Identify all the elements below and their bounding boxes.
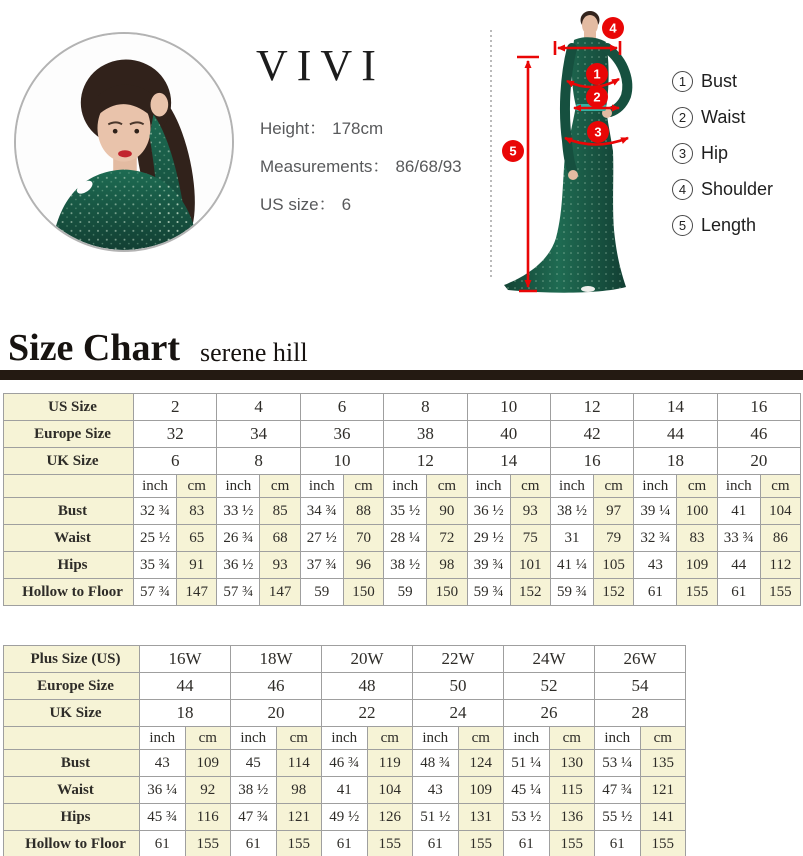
measurement-cell: 115: [549, 777, 595, 804]
divider-bar: [0, 370, 803, 380]
measurement-cell: 93: [260, 552, 300, 579]
size-cell: 2: [134, 394, 217, 421]
legend-num-4-icon: 4: [672, 179, 693, 200]
unit-cell: cm: [276, 727, 322, 750]
measurement-cell: 136: [549, 804, 595, 831]
measurement-cell: 86: [760, 525, 800, 552]
size-cell: 10: [467, 394, 550, 421]
measurement-cell: 61: [140, 831, 186, 856]
row-label: Europe Size: [4, 673, 140, 700]
measurement-cell: 155: [640, 831, 686, 856]
size-cell: 20: [717, 448, 800, 475]
measurement-cell: 44: [717, 552, 760, 579]
unit-cell: inch: [231, 727, 277, 750]
measurement-cell: 39 ¼: [634, 498, 677, 525]
model-portrait-photo: [14, 32, 234, 252]
measurement-cell: 32 ¾: [634, 525, 677, 552]
measurement-cell: 43: [140, 750, 186, 777]
row-label: Waist: [4, 525, 134, 552]
unit-cell: inch: [595, 727, 641, 750]
measurement-cell: 155: [185, 831, 231, 856]
empty-cell: [4, 727, 140, 750]
unit-cell: cm: [367, 727, 413, 750]
measurement-cell: 43: [413, 777, 459, 804]
measurement-cell: 85: [260, 498, 300, 525]
size-cell: 22W: [413, 646, 504, 673]
measurement-cell: 121: [640, 777, 686, 804]
measurement-cell: 41: [717, 498, 760, 525]
size-cell: 44: [140, 673, 231, 700]
measurement-cell: 104: [760, 498, 800, 525]
measurement-cell: 59 ¾: [467, 579, 510, 606]
measurement-cell: 119: [367, 750, 413, 777]
unit-cell: inch: [384, 475, 427, 498]
measurement-cell: 97: [593, 498, 633, 525]
row-label: Hollow to Floor: [4, 831, 140, 856]
model-name: VIVI: [256, 41, 385, 90]
size-cell: 18: [634, 448, 717, 475]
measurement-cell: 105: [593, 552, 633, 579]
measurement-cell: 37 ¾: [300, 552, 343, 579]
size-cell: 16W: [140, 646, 231, 673]
legend-item-bust: [672, 70, 773, 92]
portrait-illustration: [16, 34, 232, 250]
dress-diagram-illustration: [478, 6, 668, 304]
unit-cell: cm: [260, 475, 300, 498]
measurement-cell: 61: [413, 831, 459, 856]
size-cell: 20: [231, 700, 322, 727]
unit-cell: inch: [300, 475, 343, 498]
size-cell: 16: [717, 394, 800, 421]
row-label: Hollow to Floor: [4, 579, 134, 606]
size-cell: 44: [634, 421, 717, 448]
legend-num-5-icon: 5: [672, 215, 693, 236]
size-cell: 24: [413, 700, 504, 727]
size-cell: 26W: [595, 646, 686, 673]
unit-cell: inch: [504, 727, 550, 750]
size-chart-title: Size Chart: [8, 327, 181, 369]
measurement-cell: 43: [634, 552, 677, 579]
marker-waist-num: 2: [593, 89, 601, 105]
unit-cell: inch: [134, 475, 177, 498]
measurements-label: Measurements：: [260, 157, 390, 176]
measurement-cell: 26 ¾: [217, 525, 260, 552]
unit-cell: cm: [185, 727, 231, 750]
unit-cell: cm: [343, 475, 383, 498]
measurement-cell: 72: [427, 525, 467, 552]
measurement-cell: 92: [185, 777, 231, 804]
size-cell: 48: [322, 673, 413, 700]
measurement-cell: 83: [677, 525, 717, 552]
measurement-cell: 41: [322, 777, 368, 804]
size-cell: 46: [231, 673, 322, 700]
marker-bust-num: 1: [593, 66, 601, 82]
measurement-cell: 93: [510, 498, 550, 525]
measurement-cell: 59: [384, 579, 427, 606]
unit-cell: inch: [413, 727, 459, 750]
size-cell: 8: [384, 394, 467, 421]
measurement-cell: 155: [677, 579, 717, 606]
measurement-cell: 155: [549, 831, 595, 856]
measurement-legend: [672, 70, 773, 250]
row-label: Bust: [4, 498, 134, 525]
unit-cell: cm: [677, 475, 717, 498]
measurement-cell: 152: [510, 579, 550, 606]
unit-cell: cm: [640, 727, 686, 750]
row-label: Europe Size: [4, 421, 134, 448]
size-cell: 42: [550, 421, 633, 448]
dress-measurement-diagram: [478, 6, 668, 304]
measurement-cell: 61: [504, 831, 550, 856]
measurement-cell: 68: [260, 525, 300, 552]
measurement-cell: 46 ¾: [322, 750, 368, 777]
measurement-cell: 155: [458, 831, 504, 856]
measurement-cell: 29 ½: [467, 525, 510, 552]
empty-cell: [4, 475, 134, 498]
legend-label-hip: Hip: [701, 142, 729, 163]
row-label: Bust: [4, 750, 140, 777]
measurement-cell: 38 ½: [384, 552, 427, 579]
size-cell: 12: [550, 394, 633, 421]
measurement-cell: 116: [185, 804, 231, 831]
size-cell: 16: [550, 448, 633, 475]
unit-cell: inch: [217, 475, 260, 498]
measurement-cell: 147: [177, 579, 217, 606]
measurement-cell: 48 ¾: [413, 750, 459, 777]
legend-item-length: [672, 214, 773, 236]
size-cell: 38: [384, 421, 467, 448]
measurement-cell: 155: [367, 831, 413, 856]
measurement-cell: 147: [260, 579, 300, 606]
measurement-cell: 100: [677, 498, 717, 525]
size-cell: 6: [134, 448, 217, 475]
measurement-cell: 49 ½: [322, 804, 368, 831]
plus-size-table: [3, 645, 686, 856]
unit-cell: cm: [549, 727, 595, 750]
measurements-value: 86/68/93: [395, 157, 462, 176]
measurement-cell: 35 ½: [384, 498, 427, 525]
unit-cell: cm: [760, 475, 800, 498]
measurement-cell: 53 ½: [504, 804, 550, 831]
size-cell: 54: [595, 673, 686, 700]
size-cell: 24W: [504, 646, 595, 673]
measurement-cell: 150: [343, 579, 383, 606]
measurement-cell: 36 ½: [217, 552, 260, 579]
legend-num-2-icon: 2: [672, 107, 693, 128]
measurement-cell: 75: [510, 525, 550, 552]
row-label: US Size: [4, 394, 134, 421]
measurement-cell: 38 ½: [550, 498, 593, 525]
measurement-cell: 34 ¾: [300, 498, 343, 525]
measurement-cell: 98: [276, 777, 322, 804]
measurement-cell: 32 ¾: [134, 498, 177, 525]
measurement-cell: 51 ¼: [504, 750, 550, 777]
measurement-cell: 155: [760, 579, 800, 606]
row-label: UK Size: [4, 448, 134, 475]
marker-shoulder-num: 4: [609, 20, 617, 36]
size-cell: 14: [634, 394, 717, 421]
measurement-cell: 59 ¾: [550, 579, 593, 606]
measurement-cell: 45 ¼: [504, 777, 550, 804]
row-label: Hips: [4, 804, 140, 831]
measurement-cell: 31: [550, 525, 593, 552]
size-cell: 18: [140, 700, 231, 727]
size-cell: 46: [717, 421, 800, 448]
measurement-cell: 41 ¼: [550, 552, 593, 579]
measurement-cell: 70: [343, 525, 383, 552]
measurement-cell: 109: [677, 552, 717, 579]
unit-cell: inch: [322, 727, 368, 750]
measurement-cell: 91: [177, 552, 217, 579]
measurement-cell: 35 ¾: [134, 552, 177, 579]
measurement-cell: 150: [427, 579, 467, 606]
size-cell: 36: [300, 421, 383, 448]
unit-cell: cm: [593, 475, 633, 498]
measurement-cell: 112: [760, 552, 800, 579]
measurement-cell: 57 ¾: [134, 579, 177, 606]
unit-cell: cm: [510, 475, 550, 498]
legend-label-waist: Waist: [701, 106, 746, 127]
marker-hip-num: 3: [594, 124, 602, 140]
measurement-cell: 55 ½: [595, 804, 641, 831]
measurement-cell: 45: [231, 750, 277, 777]
measurement-cell: 101: [510, 552, 550, 579]
size-cell: 4: [217, 394, 300, 421]
height-value: 178cm: [332, 119, 384, 138]
measurement-cell: 33 ¾: [717, 525, 760, 552]
measurement-cell: 79: [593, 525, 633, 552]
us-size-line: [260, 190, 351, 215]
measurement-cell: 135: [640, 750, 686, 777]
measurement-cell: 45 ¾: [140, 804, 186, 831]
size-cell: 18W: [231, 646, 322, 673]
size-cell: 6: [300, 394, 383, 421]
measurement-cell: 104: [367, 777, 413, 804]
measurement-cell: 36 ¼: [140, 777, 186, 804]
measurement-cell: 61: [595, 831, 641, 856]
legend-item-hip: [672, 142, 773, 164]
measurement-cell: 27 ½: [300, 525, 343, 552]
measurement-cell: 121: [276, 804, 322, 831]
measurement-cell: 152: [593, 579, 633, 606]
measurement-cell: 38 ½: [231, 777, 277, 804]
size-cell: 26: [504, 700, 595, 727]
measurement-cell: 33 ½: [217, 498, 260, 525]
measurement-cell: 61: [634, 579, 677, 606]
measurement-cell: 131: [458, 804, 504, 831]
measurement-cell: 36 ½: [467, 498, 510, 525]
measurement-cell: 51 ½: [413, 804, 459, 831]
measurement-cell: 141: [640, 804, 686, 831]
size_chart-grid: [3, 393, 801, 606]
measurement-cell: 124: [458, 750, 504, 777]
size-cell: 12: [384, 448, 467, 475]
legend-num-3-icon: 3: [672, 143, 693, 164]
size-cell: 52: [504, 673, 595, 700]
height-label: Height：: [260, 119, 327, 138]
size-cell: 22: [322, 700, 413, 727]
size-cell: 10: [300, 448, 383, 475]
measurement-cell: 155: [276, 831, 322, 856]
measurement-cell: 53 ¼: [595, 750, 641, 777]
measurement-cell: 61: [231, 831, 277, 856]
legend-label-bust: Bust: [701, 70, 738, 91]
us-size-value: 6: [341, 195, 352, 214]
unit-cell: inch: [550, 475, 593, 498]
size-cell: 8: [217, 448, 300, 475]
unit-cell: inch: [717, 475, 760, 498]
marker-length-num: 5: [509, 143, 517, 159]
measurement-cell: 126: [367, 804, 413, 831]
measurements-line: [260, 152, 462, 177]
row-label: Plus Size (US): [4, 646, 140, 673]
measurement-cell: 109: [185, 750, 231, 777]
size-cell: 40: [467, 421, 550, 448]
brand-subtitle: serene hill: [200, 338, 308, 367]
measurement-cell: 130: [549, 750, 595, 777]
measurement-cell: 28 ¼: [384, 525, 427, 552]
size-cell: 50: [413, 673, 504, 700]
row-label: Hips: [4, 552, 134, 579]
size-cell: 28: [595, 700, 686, 727]
legend-item-shoulder: [672, 178, 773, 200]
measurement-cell: 61: [322, 831, 368, 856]
row-label: UK Size: [4, 700, 140, 727]
measurement-cell: 25 ½: [134, 525, 177, 552]
unit-cell: inch: [634, 475, 677, 498]
unit-cell: inch: [140, 727, 186, 750]
height-line: [260, 114, 383, 139]
size-cell: 32: [134, 421, 217, 448]
measurement-cell: 39 ¾: [467, 552, 510, 579]
measurement-cell: 114: [276, 750, 322, 777]
measurement-cell: 83: [177, 498, 217, 525]
size-cell: 14: [467, 448, 550, 475]
unit-cell: inch: [467, 475, 510, 498]
legend-item-waist: [672, 106, 773, 128]
measurement-cell: 47 ¾: [595, 777, 641, 804]
measurement-cell: 65: [177, 525, 217, 552]
measurement-cell: 61: [717, 579, 760, 606]
unit-cell: cm: [177, 475, 217, 498]
measurement-cell: 47 ¾: [231, 804, 277, 831]
measurement-cell: 90: [427, 498, 467, 525]
measurement-cell: 98: [427, 552, 467, 579]
size-cell: 34: [217, 421, 300, 448]
legend-label-length: Length: [701, 214, 757, 235]
unit-cell: cm: [427, 475, 467, 498]
measurement-cell: 109: [458, 777, 504, 804]
measurement-cell: 96: [343, 552, 383, 579]
unit-cell: cm: [458, 727, 504, 750]
measurement-cell: 88: [343, 498, 383, 525]
standard-size-table: [3, 393, 801, 606]
size-cell: 20W: [322, 646, 413, 673]
legend-label-shoulder: Shoulder: [701, 178, 774, 199]
measurement-cell: 57 ¾: [217, 579, 260, 606]
legend-num-1-icon: 1: [672, 71, 693, 92]
measurement-cell: 59: [300, 579, 343, 606]
row-label: Waist: [4, 777, 140, 804]
us-size-label: US size：: [260, 195, 336, 214]
plus_size_chart-grid: [3, 645, 686, 856]
